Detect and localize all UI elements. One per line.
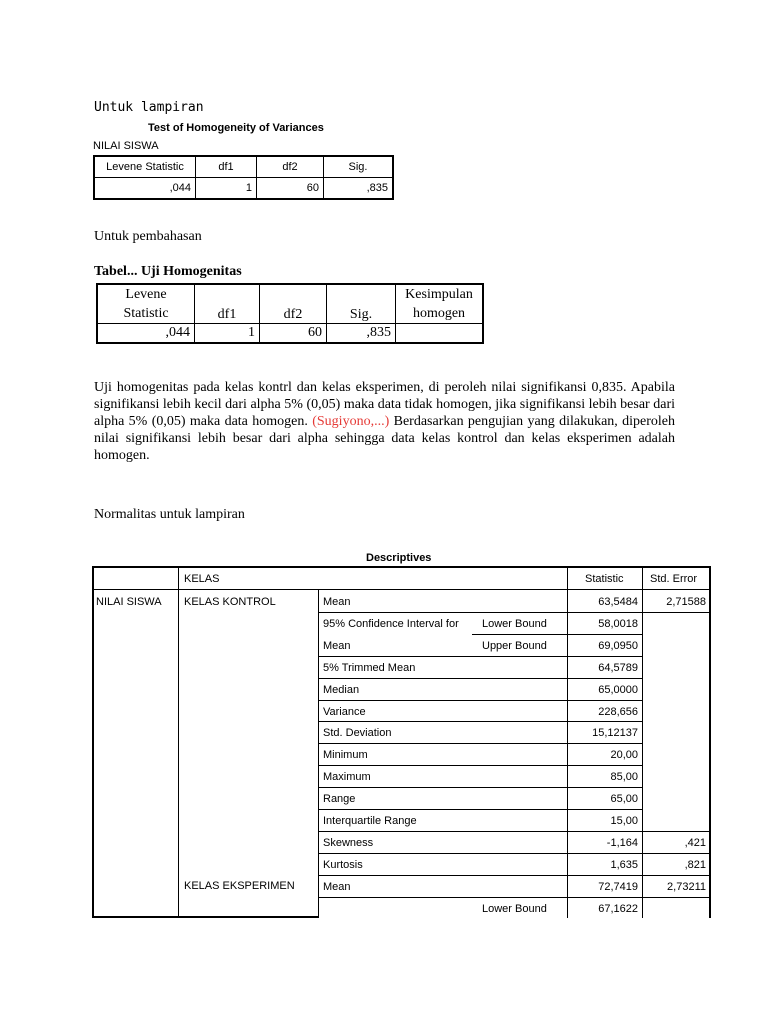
table-border [178, 566, 179, 918]
col-stderr: Std. Error [650, 573, 698, 585]
cell-label: 5% Trimmed Mean [323, 661, 416, 674]
test-title: Test of Homogeneity of Variances [148, 122, 324, 134]
value-cell: ,835 [324, 178, 394, 200]
row-divider [567, 700, 642, 701]
row-divider [567, 809, 642, 810]
cell-label: Minimum [323, 749, 368, 762]
paragraph-text: Berdasarkan pengujian yang dilakukan, diperoleh nilai signifikansi lebih besar dari alpha sehingga data kelas kontrol dan kelas eksperimen adalah homogen. [94, 414, 676, 463]
row-variable: NILAI SISWA [96, 596, 162, 608]
pembahasan-heading: Untuk pembahasan [94, 229, 202, 244]
row-divider [567, 875, 642, 876]
cell-stat: 67,1622 [598, 902, 638, 915]
value-cell: 1 [195, 324, 260, 344]
cell-sub: Lower Bound [482, 902, 547, 915]
row-divider [567, 743, 642, 744]
row-divider [567, 634, 642, 635]
col-kelas: KELAS [184, 573, 220, 585]
row-divider [318, 765, 567, 766]
homogeneity-spss-table [93, 155, 394, 200]
row-divider [567, 787, 642, 788]
cell-stat: 65,00 [610, 793, 638, 806]
cell-label: Range [323, 793, 356, 806]
cell-se: 2,71588 [666, 596, 706, 608]
row-divider [318, 809, 567, 810]
group-kontrol: KELAS KONTROL [184, 596, 276, 608]
row-divider [567, 656, 642, 657]
cell-sub: Upper Bound [482, 639, 547, 652]
cell-stat: 69,0950 [598, 639, 638, 652]
cell-stat: 15,00 [610, 815, 638, 827]
citation: (Sugiyono,...) [312, 414, 390, 429]
value-cell: ,044 [97, 324, 195, 344]
row-divider [318, 612, 567, 613]
row-divider [642, 612, 711, 613]
row-divider [567, 831, 642, 832]
paragraph-text: Uji homogenitas pada kelas kontrl dan kelas eksperimen, di peroleh nilai signifikansi 0,835. Apabila signifikansi lebih kecil dari alpha 5% (0,05) maka data tidak homogen, jika signifikansi lebih besar dari alpha 5% (0,05) maka data homogen. [94, 380, 675, 429]
cell-se: ,421 [684, 836, 706, 849]
table-border [92, 566, 711, 568]
cell-stat: 15,12137 [592, 727, 638, 740]
body-paragraph [94, 379, 675, 464]
table-row [94, 178, 393, 200]
cell-stat: 72,7419 [598, 880, 638, 893]
normalitas-heading: Normalitas untuk lampiran [94, 507, 245, 522]
header-cell: df1 [195, 284, 260, 324]
nilai-siswa-label: NILAI SISWA [93, 140, 159, 152]
value-cell: ,835 [327, 324, 396, 344]
header-cell: df1 [196, 156, 257, 178]
table-border [92, 589, 711, 590]
value-cell: ,044 [94, 178, 196, 200]
row-divider [472, 634, 567, 635]
row-divider [318, 875, 567, 876]
table-header-row [94, 156, 393, 178]
header-cell: df2 [260, 284, 327, 324]
cell-label: Std. Deviation [323, 727, 392, 740]
table-border [642, 566, 643, 918]
cell-label: Mean [323, 596, 351, 608]
row-divider [318, 787, 567, 788]
row-divider [318, 656, 567, 657]
cell-stat: 1,635 [610, 858, 638, 871]
header-cell: Sig. [327, 284, 396, 324]
row-divider [318, 831, 567, 832]
descriptives-table [92, 566, 711, 918]
value-cell: 1 [196, 178, 257, 200]
row-divider [642, 875, 711, 876]
table-border [567, 566, 568, 918]
homogeneity-word-table [96, 283, 484, 344]
cell-stat: -1,164 [606, 836, 638, 849]
table-border [92, 566, 94, 918]
cell-label: Mean [323, 639, 351, 652]
cell-stat: 58,0018 [598, 617, 638, 630]
cell-stat: 20,00 [610, 749, 638, 762]
header-cell: Levene Statistic [97, 284, 195, 324]
cell-label: Maximum [323, 771, 371, 784]
cell-stat: 85,00 [610, 771, 638, 784]
row-divider [567, 612, 642, 613]
row-divider [642, 831, 711, 832]
cell-sub: Lower Bound [482, 617, 547, 630]
cell-label: Interquartile Range [323, 815, 417, 827]
table-border [318, 589, 319, 918]
col-statistic: Statistic [585, 573, 624, 585]
cell-label: Mean [323, 880, 351, 893]
row-divider [567, 765, 642, 766]
row-divider [318, 678, 567, 679]
header-cell: Levene Statistic [94, 156, 196, 178]
tabel-title: Tabel... Uji Homogenitas [94, 264, 242, 279]
row-divider [567, 897, 642, 898]
row-divider [567, 853, 642, 854]
row-divider [318, 853, 567, 854]
cell-label: Kurtosis [323, 858, 363, 871]
cell-label: Median [323, 683, 360, 696]
table-header-row [97, 284, 483, 324]
cell-se: ,821 [684, 858, 706, 871]
value-cell: 60 [257, 178, 324, 200]
row-divider [567, 721, 642, 722]
cell-label: 95% Confidence Interval for [323, 617, 459, 630]
value-cell [396, 324, 484, 344]
cell-stat: 63,5484 [598, 596, 638, 608]
row-divider [642, 897, 711, 898]
descriptives-title: Descriptives [366, 552, 432, 564]
cell-se: 2,73211 [667, 880, 706, 893]
header-cell: Sig. [324, 156, 394, 178]
table-row [97, 324, 483, 344]
row-divider [318, 721, 567, 722]
cell-stat: 64,5789 [598, 661, 638, 674]
row-divider [567, 678, 642, 679]
lampiran-heading: Untuk lampiran [94, 100, 204, 115]
header-cell: Kesimpulan homogen [396, 284, 484, 324]
cell-stat: 65,0000 [598, 683, 638, 696]
value-cell: 60 [260, 324, 327, 344]
cell-stat: 228,656 [598, 705, 638, 718]
cell-label: Skewness [323, 836, 374, 849]
row-divider [642, 853, 711, 854]
row-divider [318, 700, 567, 701]
row-divider [318, 897, 567, 898]
table-border [709, 566, 711, 918]
group-eksperimen: KELAS EKSPERIMEN [184, 880, 295, 892]
cell-label: Variance [323, 705, 366, 718]
header-cell: df2 [257, 156, 324, 178]
table-border [92, 916, 319, 918]
row-divider [318, 743, 567, 744]
